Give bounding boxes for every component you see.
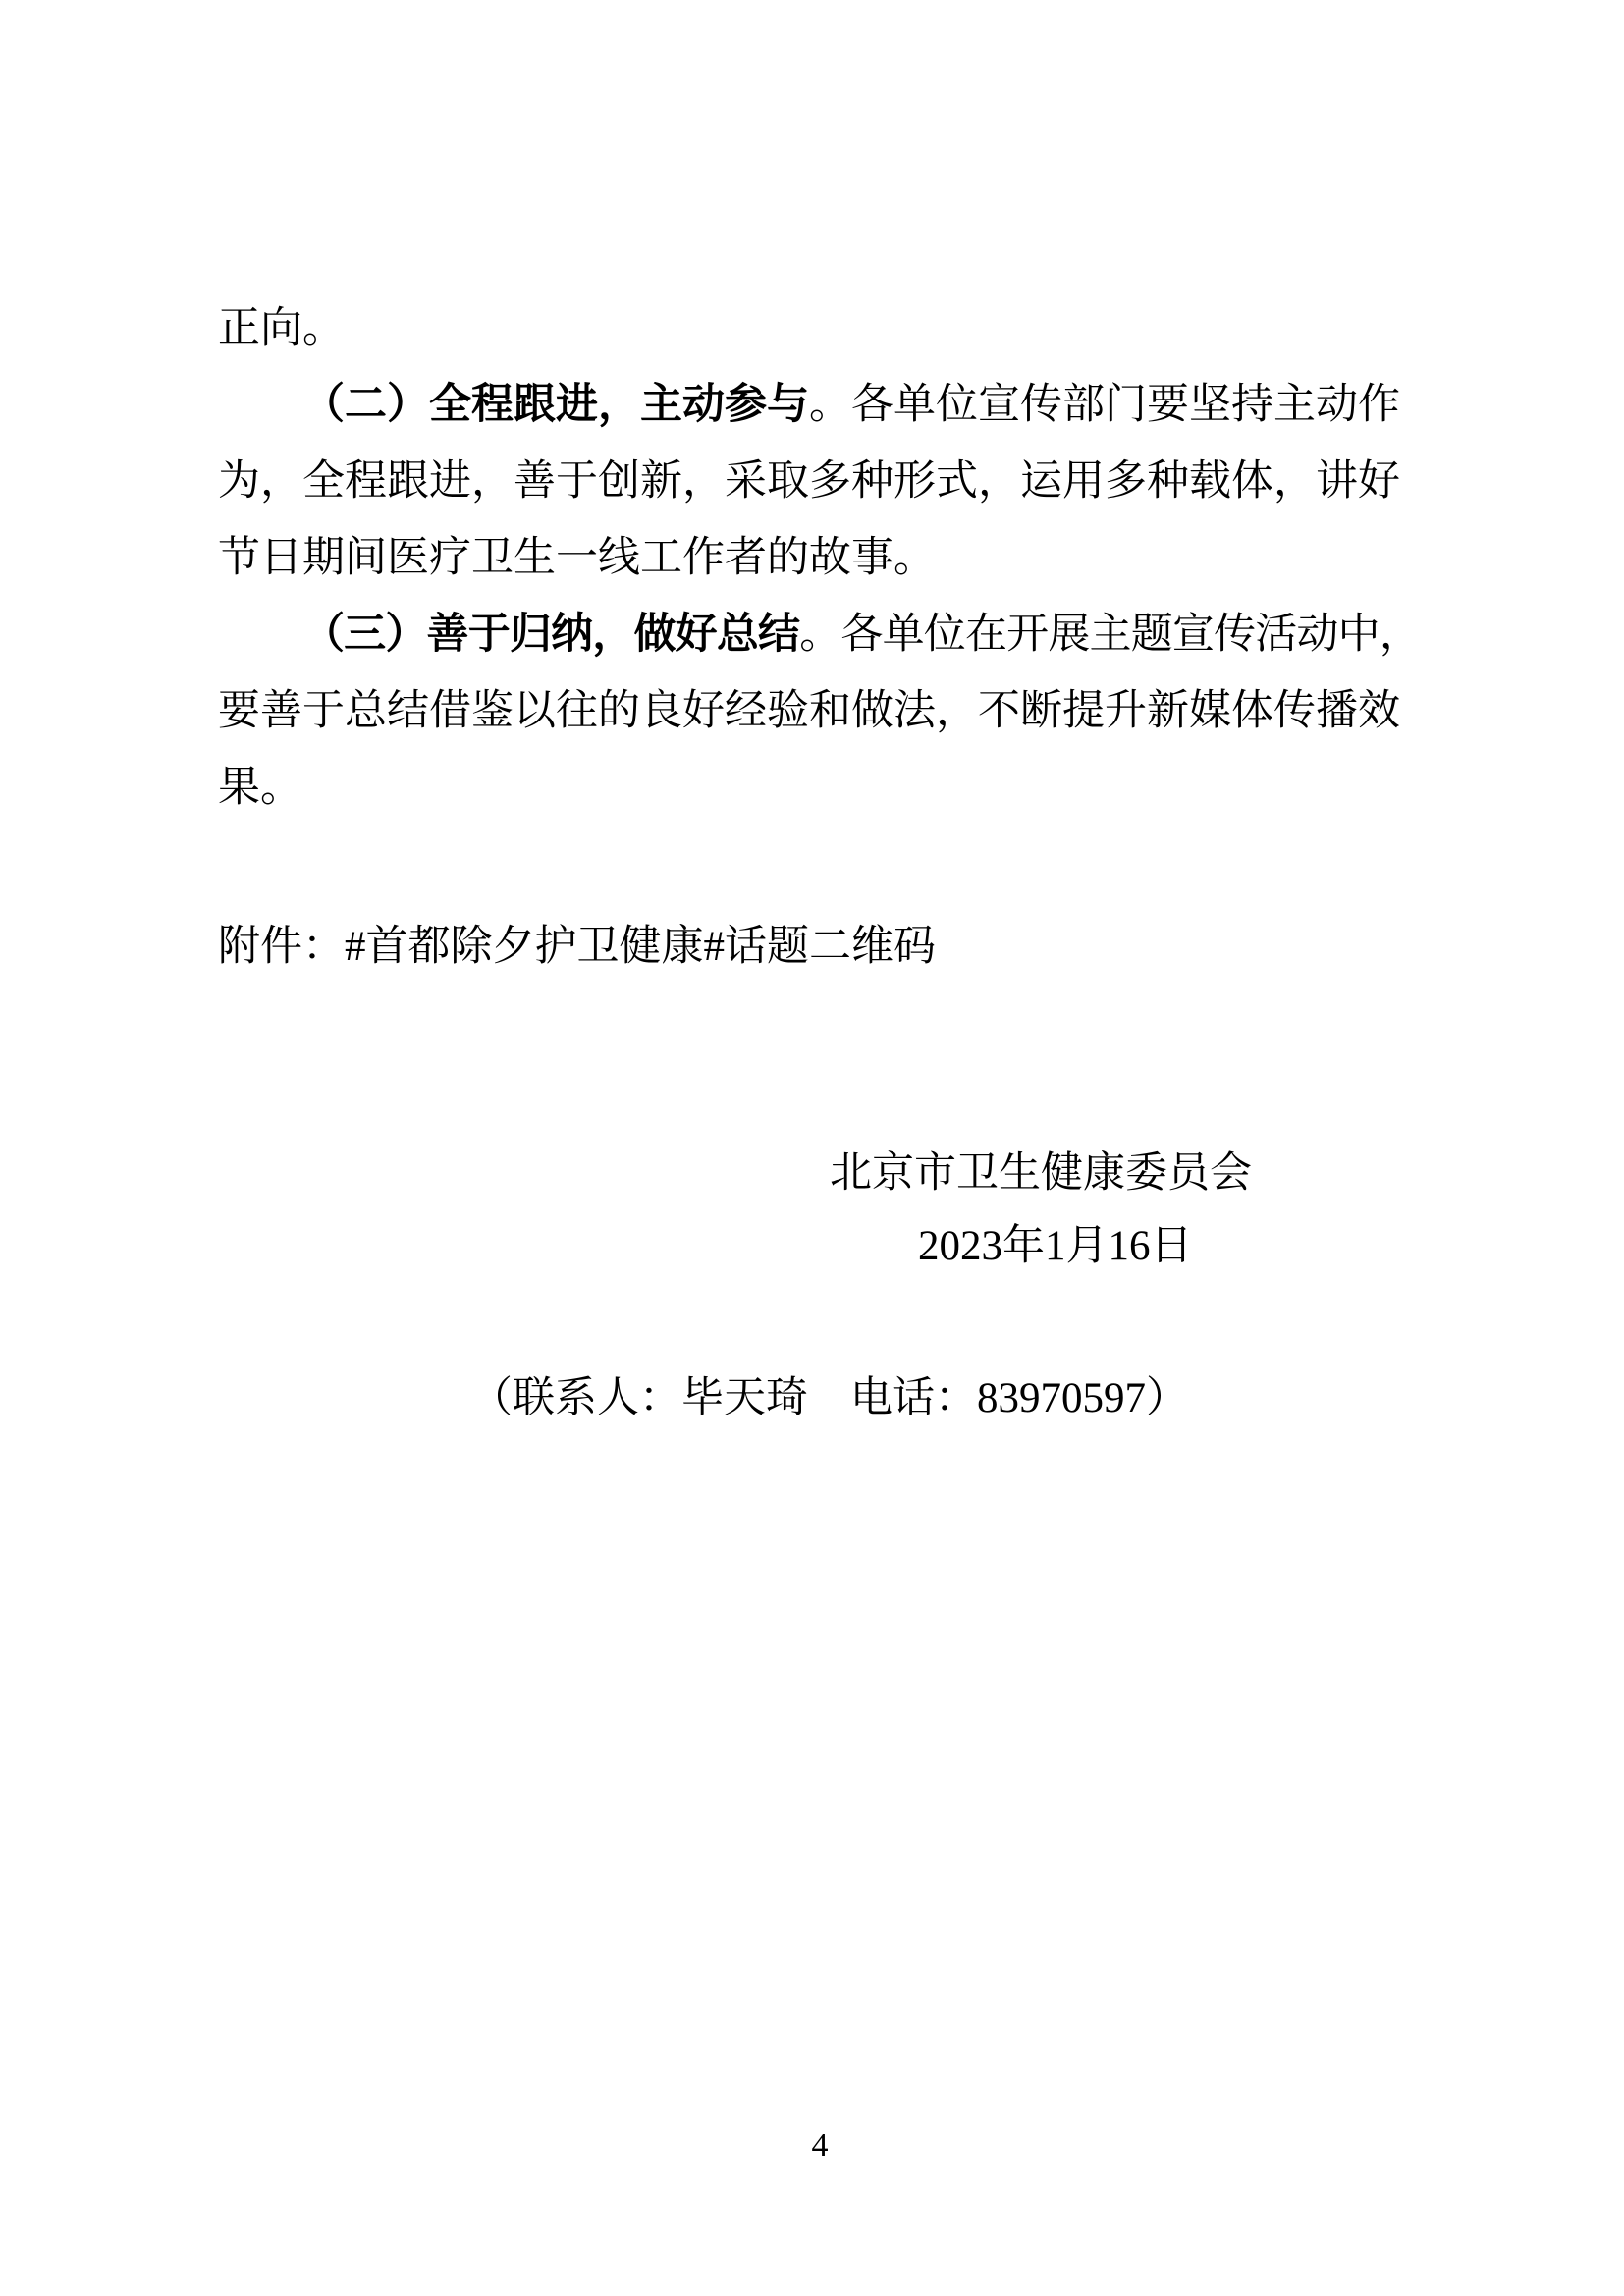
body-text-run-bold: （二）全程跟进，主动参与 <box>302 382 809 428</box>
body-line <box>218 597 1421 673</box>
body-text-run: 。各单位宣传部门要坚持主动作 <box>809 382 1400 428</box>
body-line <box>218 673 1421 750</box>
signature-date: 2023年1月16日 <box>918 1223 1193 1269</box>
body-line <box>218 367 1421 444</box>
body-text-run: 果。 <box>218 765 302 811</box>
body-line <box>218 291 1421 367</box>
body-text-run: 节日期间医疗卫生一线工作者的故事。 <box>218 535 936 581</box>
body-text-run: 正向。 <box>218 305 345 351</box>
body-text-run-bold: （三）善于归纳，做好总结 <box>302 612 800 658</box>
body-line <box>218 520 1421 597</box>
attachment-line: 附件：#首都除夕护卫健康#话题二维码 <box>218 924 936 970</box>
body-line <box>218 750 1421 827</box>
signature-organization: 北京市卫生健康委员会 <box>830 1150 1252 1197</box>
body-text-run: 为，全程跟进，善于创新，采取多种形式，运用多种载体，讲好 <box>218 458 1400 505</box>
document-body <box>218 291 1421 827</box>
body-line <box>218 444 1421 520</box>
page-number: 4 <box>811 2127 829 2163</box>
body-text-run: 。各单位在开展主题宣传活动中， <box>799 612 1422 658</box>
contact-line: （联系人：毕天琦 电话：83970597） <box>470 1375 1188 1421</box>
body-text-run: 要善于总结借鉴以往的良好经验和做法，不断提升新媒体传播效 <box>218 688 1400 734</box>
